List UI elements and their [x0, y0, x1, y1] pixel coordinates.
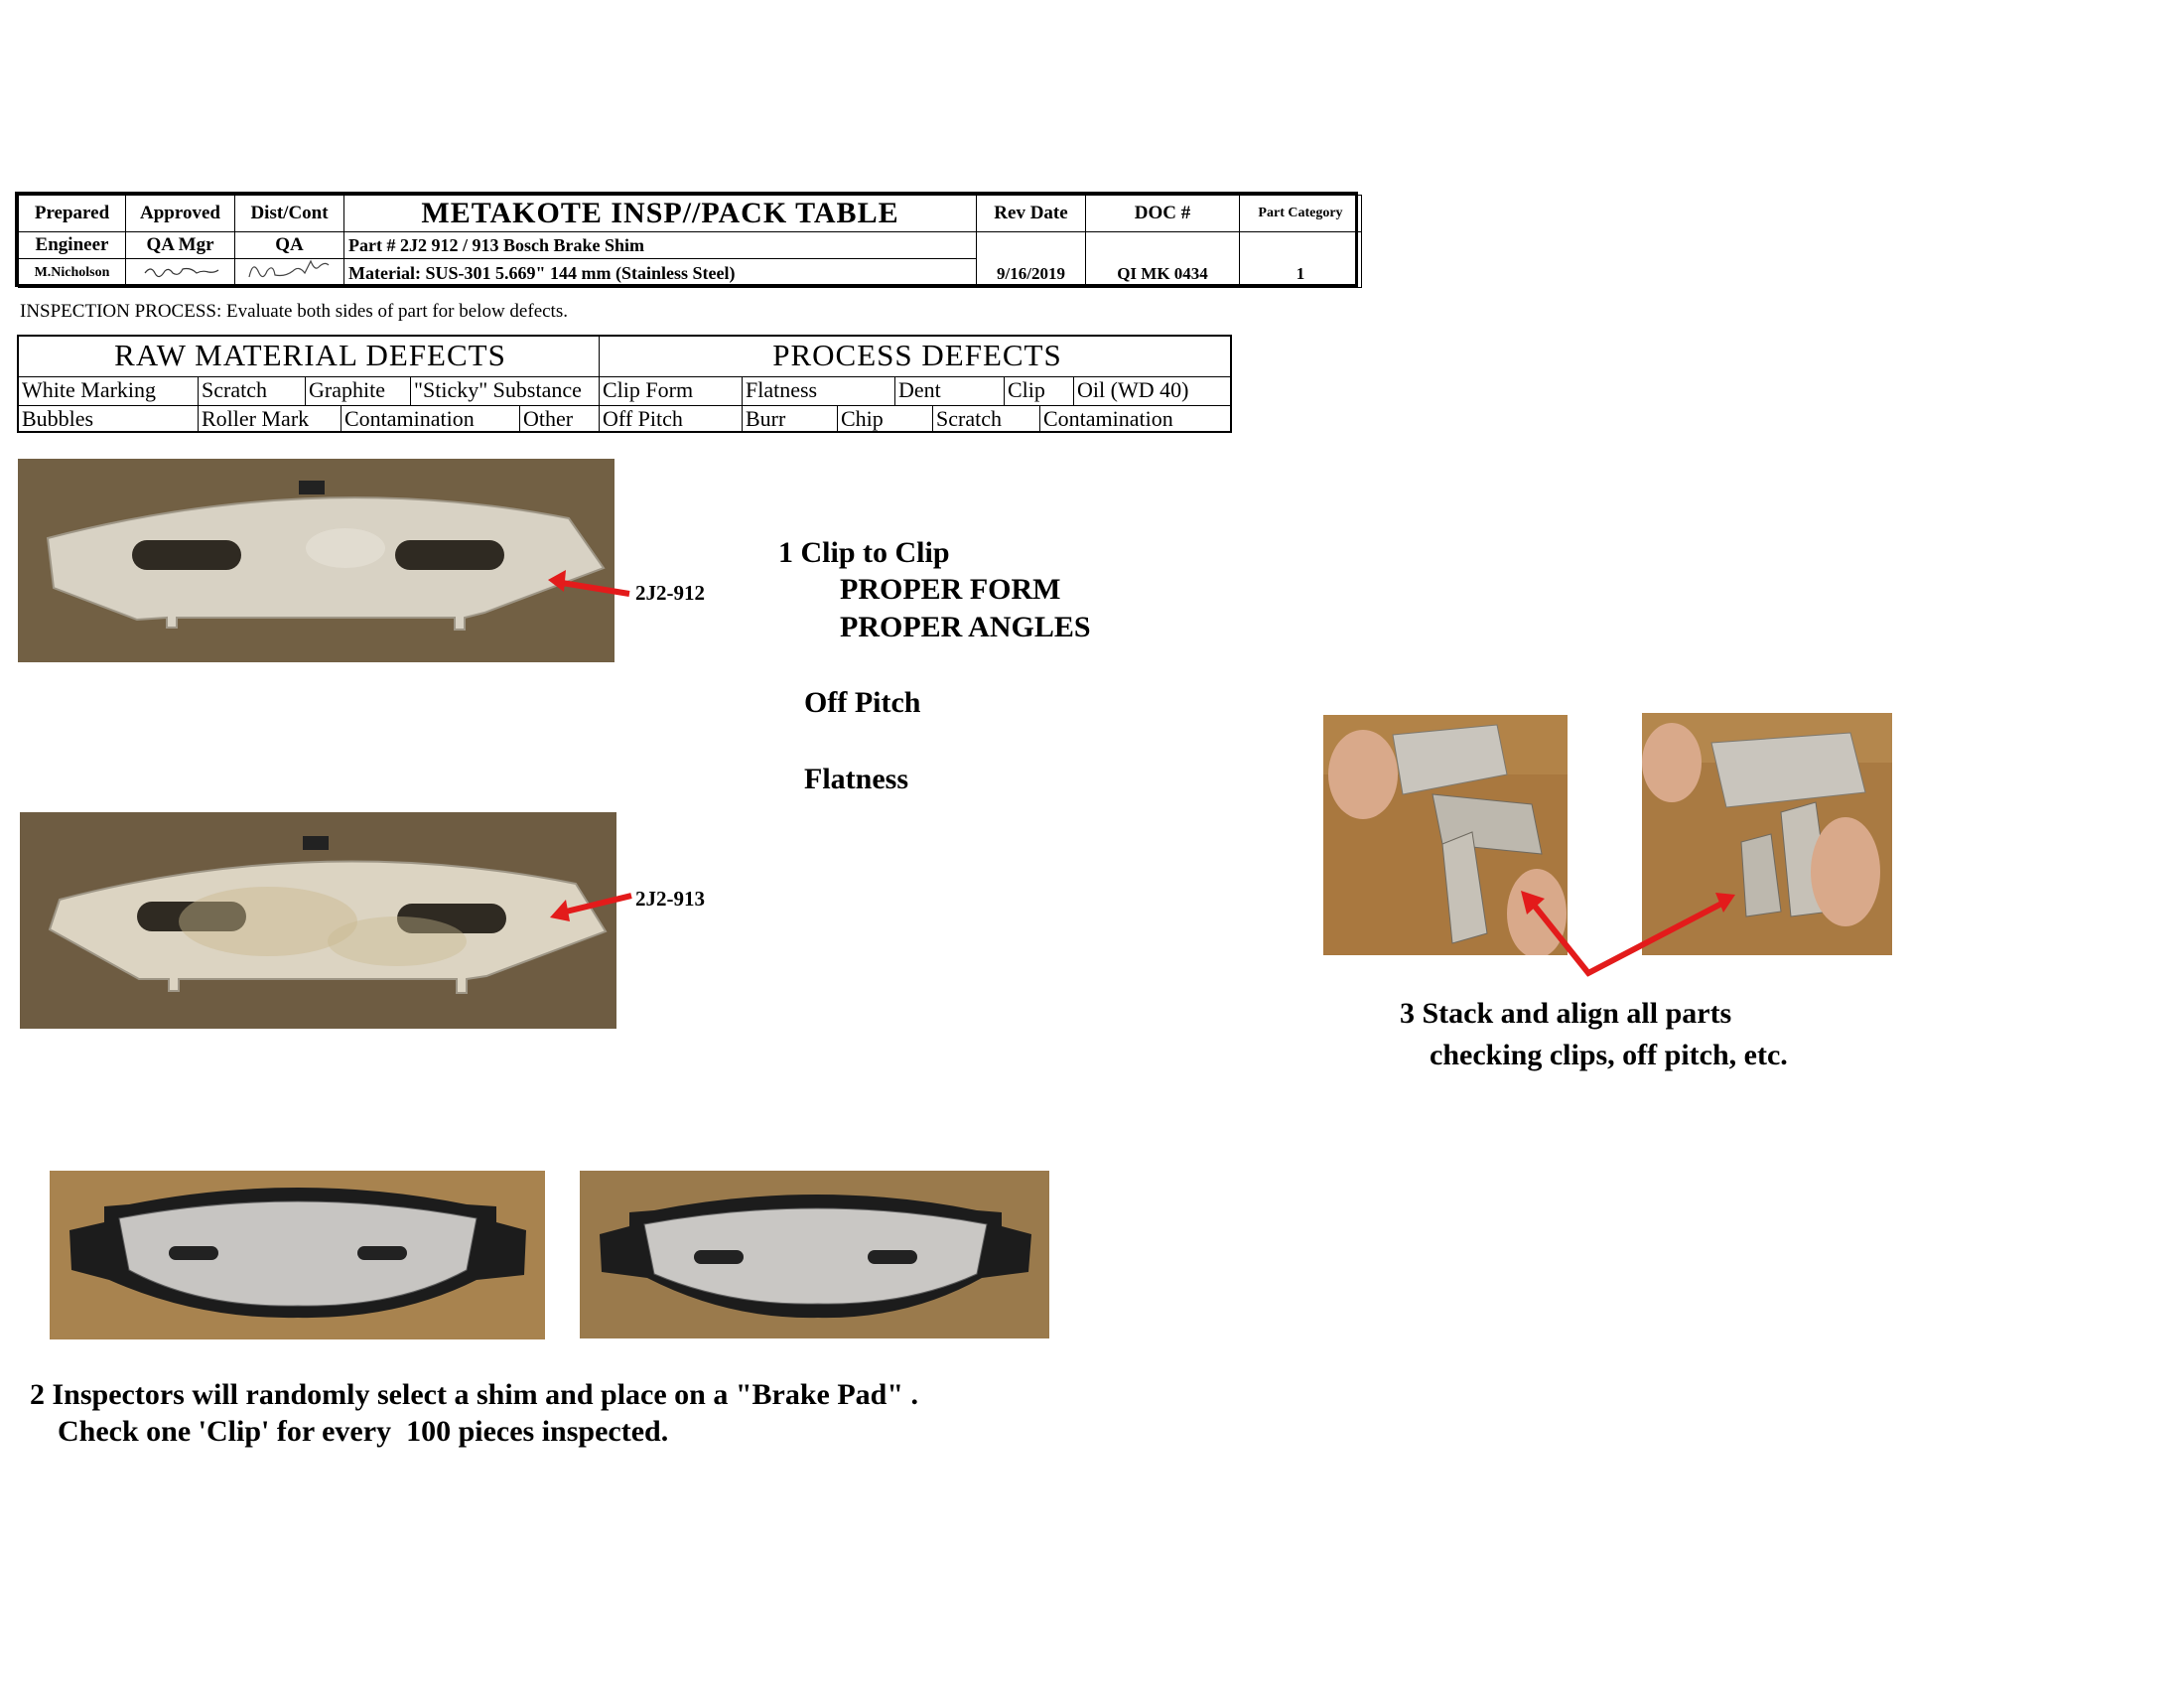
step1-title: 1 Clip to Clip	[778, 536, 950, 569]
process-defects-heading: PROCESS DEFECTS	[599, 337, 1232, 376]
defect-cell: Other	[519, 405, 599, 433]
defect-cell: Burr	[742, 405, 837, 433]
defect-cell: Flatness	[742, 376, 894, 405]
defect-cell: Bubbles	[22, 406, 94, 431]
defect-cell: Off Pitch	[599, 405, 742, 433]
step2-line2: Check one 'Clip' for every 100 pieces inspected.	[58, 1415, 669, 1448]
part-number-line: Part # 2J2 912 / 913 Bosch Brake Shim	[344, 232, 977, 259]
step1-proper-form: PROPER FORM	[840, 573, 1061, 606]
red-arrow-icon	[546, 884, 635, 923]
part-913-label: 2J2-913	[635, 887, 705, 911]
document-title: METAKOTE INSP//PACK TABLE	[344, 196, 977, 232]
step2-line1: 2 Inspectors will randomly select a shim and place on a "Brake Pad" .	[30, 1378, 918, 1411]
brake-pad-photo-right	[580, 1171, 1049, 1338]
prepared-by-name: M.Nicholson	[19, 259, 126, 288]
doc-number-value: QI MK 0434	[1086, 232, 1240, 288]
dist-cont-label: Dist/Cont	[235, 196, 344, 232]
approved-signature	[126, 259, 235, 288]
defect-cell: White Marking	[22, 377, 157, 402]
part-category-label: Part Category	[1240, 196, 1362, 232]
red-arrow-icon	[544, 568, 633, 608]
part-912-label: 2J2-912	[635, 581, 705, 605]
defect-cell: Clip Form	[599, 376, 742, 405]
defect-cell: Scratch	[932, 405, 1039, 433]
off-pitch-text: Off Pitch	[804, 686, 921, 719]
raw-material-defects-heading: RAW MATERIAL DEFECTS	[114, 338, 506, 372]
part-category-value: 1	[1240, 232, 1362, 288]
defect-cell: Graphite	[305, 376, 410, 405]
step1-proper-angles: PROPER ANGLES	[840, 611, 1091, 643]
inspection-process-text: INSPECTION PROCESS: Evaluate both sides of part for below defects.	[20, 301, 568, 322]
shim-913-photo	[20, 812, 616, 1029]
prepared-label: Prepared	[19, 196, 126, 232]
defect-cell: Contamination	[1039, 405, 1232, 433]
dist-cont-signature	[235, 259, 344, 288]
shim-912-photo	[18, 459, 614, 662]
qa-label: QA	[235, 232, 344, 259]
qa-mgr-label: QA Mgr	[126, 232, 235, 259]
doc-number-label: DOC #	[1086, 196, 1240, 232]
red-arrow-icon	[1519, 889, 1737, 978]
defect-cell: "Sticky" Substance	[410, 376, 599, 405]
approved-label: Approved	[126, 196, 235, 232]
rev-date-label: Rev Date	[977, 196, 1086, 232]
defect-cell: Clip	[1004, 376, 1073, 405]
defect-cell: Oil (WD 40)	[1073, 376, 1232, 405]
brake-pad-photo-left	[50, 1171, 545, 1339]
engineer-label: Engineer	[19, 232, 126, 259]
step3-line1: 3 Stack and align all parts	[1400, 997, 1732, 1030]
document-header-table	[15, 192, 1358, 287]
defect-cell: Dent	[894, 376, 1004, 405]
defect-cell: Contamination	[341, 405, 519, 433]
step3-line2: checking clips, off pitch, etc.	[1430, 1039, 1788, 1071]
defect-cell: Roller Mark	[198, 405, 341, 433]
flatness-text: Flatness	[804, 763, 908, 795]
defect-cell: Chip	[837, 405, 932, 433]
defects-table	[17, 335, 1232, 433]
defect-cell: Scratch	[198, 376, 305, 405]
material-line: Material: SUS-301 5.669" 144 mm (Stainless Steel)	[344, 259, 977, 288]
rev-date-value: 9/16/2019	[977, 232, 1086, 288]
